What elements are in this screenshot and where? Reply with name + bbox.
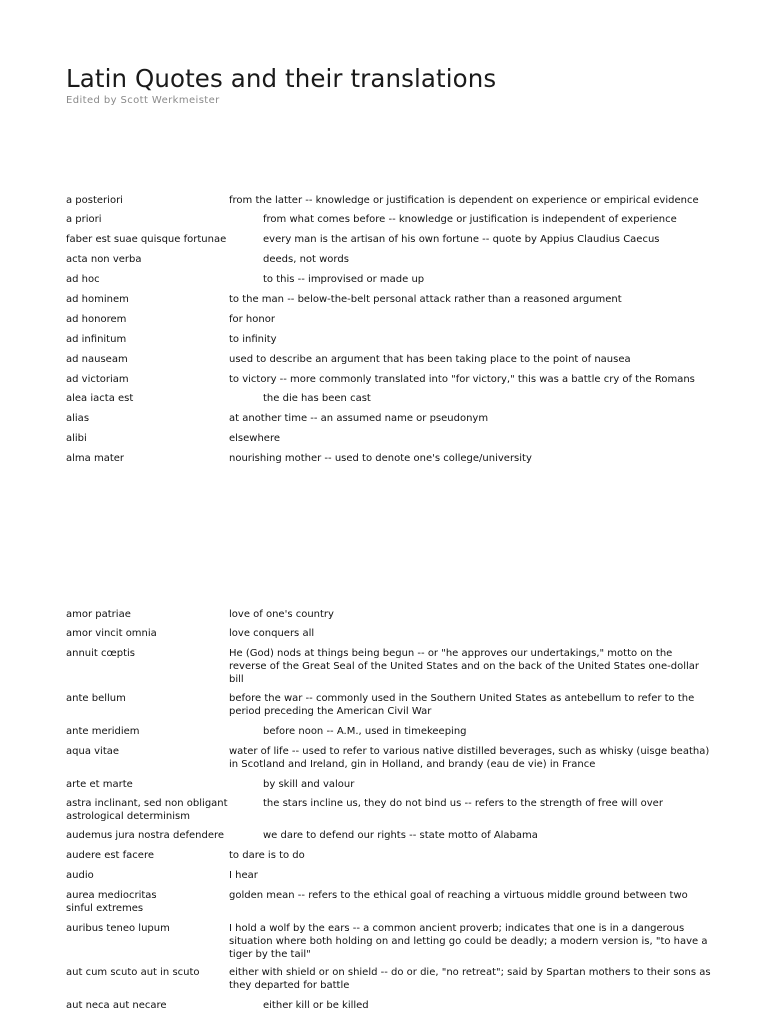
latin-term: audere est facere <box>66 850 154 861</box>
translation: at another time -- an assumed name or pseudonym <box>229 413 489 424</box>
translation: every man is the artisan of his own fortune -- quote by Appius Claudius Caecus <box>263 234 660 245</box>
translation: to infinity <box>229 334 277 345</box>
latin-term: alias <box>66 413 90 424</box>
latin-term: arte et marte <box>66 779 133 790</box>
latin-term: auribus teneo lupum <box>66 923 170 934</box>
latin-term: alea iacta est <box>66 393 134 404</box>
translation: before noon -- A.M., used in timekeeping <box>263 726 467 737</box>
latin-term: aut neca aut necare <box>66 1000 167 1011</box>
latin-term: ad victoriam <box>66 374 129 385</box>
latin-term: a posteriori <box>66 195 123 206</box>
latin-term: ad hoc <box>66 274 100 285</box>
latin-term: ad infinitum <box>66 334 127 345</box>
latin-term: aurea mediocritas <box>66 890 157 901</box>
translation: for honor <box>229 314 275 325</box>
latin-term: ad hominem <box>66 294 129 305</box>
latin-term: ad nauseam <box>66 354 128 365</box>
page-title: Latin Quotes and their translations <box>66 64 497 93</box>
translation: by skill and valour <box>263 779 355 790</box>
latin-term: amor vincit omnia <box>66 628 157 639</box>
translation: elsewhere <box>229 433 281 444</box>
latin-term: audio <box>66 870 94 881</box>
translation: love conquers all <box>229 628 315 639</box>
translation: I hold a wolf by the ears -- a common ancient proverb; indicates that one is in a dangerous situation where both holding on and letting go could be deadly; a modern version is, "to have a tiger by the tail" <box>229 923 708 960</box>
translation: from what comes before -- knowledge or justification is independent of experience <box>263 214 677 225</box>
latin-term: ante meridiem <box>66 726 140 737</box>
translation: to this -- improvised or made up <box>263 274 425 285</box>
translation: He (God) nods at things being begun -- or "he approves our undertakings," motto on the reverse of the Great Seal of the United States and on the back of the United States one-dollar bill <box>229 648 700 685</box>
translation: to the man -- below-the-belt personal attack rather than a reasoned argument <box>229 294 622 305</box>
translation: the die has been cast <box>263 393 371 404</box>
latin-term: alibi <box>66 433 87 444</box>
translation: to dare is to do <box>229 850 305 861</box>
latin-term: astra inclinant, sed non obligant <box>66 798 228 809</box>
translation: nourishing mother -- used to denote one's college/university <box>229 453 532 464</box>
translation: from the latter -- knowledge or justification is dependent on experience or empirical evidence <box>229 195 699 206</box>
translation: we dare to defend our rights -- state motto of Alabama <box>263 830 538 841</box>
latin-term-continued: astrological determinism <box>66 811 190 822</box>
latin-term: ad honorem <box>66 314 127 325</box>
translation: either kill or be killed <box>263 1000 369 1011</box>
latin-term: alma mater <box>66 453 125 464</box>
latin-term: faber est suae quisque fortunae <box>66 234 227 245</box>
latin-term: audemus jura nostra defendere <box>66 830 225 841</box>
translation: the stars incline us, they do not bind us -- refers to the strength of free will over <box>263 798 663 809</box>
translation: I hear <box>229 870 258 881</box>
latin-term: acta non verba <box>66 254 142 265</box>
translation: before the war -- commonly used in the Southern United States as antebellum to refer to the period preceding the American Civil War <box>229 693 695 717</box>
translation: to victory -- more commonly translated into "for victory," this was a battle cry of the Romans <box>229 374 695 385</box>
latin-term: aqua vitae <box>66 746 120 757</box>
latin-term: amor patriae <box>66 609 131 620</box>
translation: water of life -- used to refer to various native distilled beverages, such as whisky (uisge beatha) in Scotland and Ireland, gin in Holland, and brandy (eau de vie) in France <box>229 746 710 770</box>
translation: golden mean -- refers to the ethical goal of reaching a virtuous middle ground between two <box>229 890 688 901</box>
page-subtitle: Edited by Scott Werkmeister <box>66 95 220 106</box>
latin-term: aut cum scuto aut in scuto <box>66 967 200 978</box>
translation: deeds, not words <box>263 254 349 265</box>
latin-term: annuit cœptis <box>66 648 136 659</box>
translation: used to describe an argument that has been taking place to the point of nausea <box>229 354 631 365</box>
latin-term: ante bellum <box>66 693 126 704</box>
latin-term: a priori <box>66 214 102 225</box>
translation: love of one's country <box>229 609 334 620</box>
latin-term-continued: sinful extremes <box>66 903 144 914</box>
translation: either with shield or on shield -- do or die, "no retreat"; said by Spartan mothers to their sons as they departed for battle <box>229 967 711 991</box>
